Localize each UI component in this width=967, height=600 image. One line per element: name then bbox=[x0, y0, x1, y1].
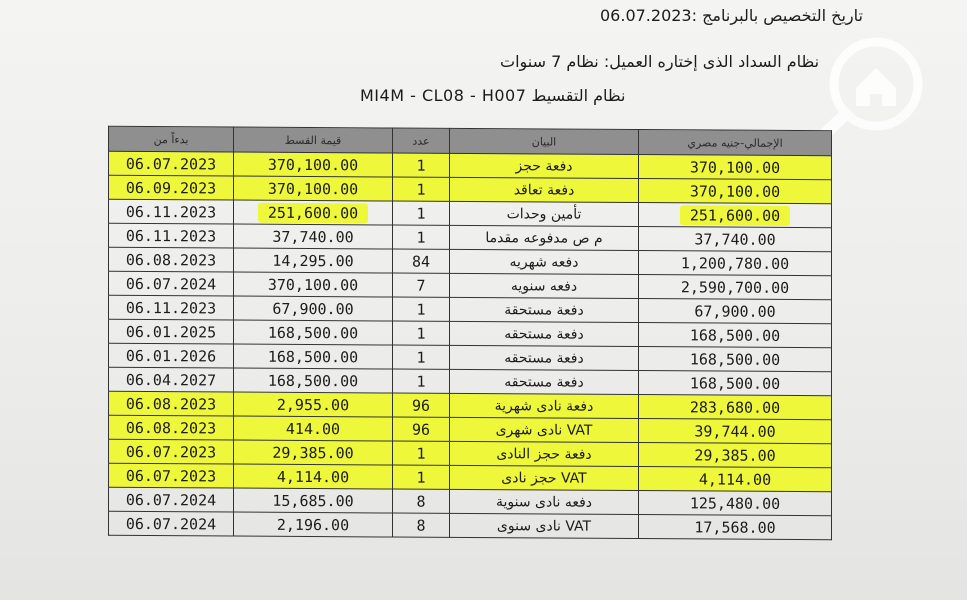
col-header-total: الإجمالي-جنيه مصري bbox=[639, 130, 832, 156]
count-cell: 1 bbox=[393, 201, 450, 225]
description-cell: دفعة مستحقه bbox=[450, 345, 639, 370]
total-egp-cell: 168,500.00 bbox=[639, 323, 832, 348]
total-egp-cell: 67,900.00 bbox=[639, 299, 832, 324]
total-egp-cell: 251,600.00 bbox=[639, 203, 832, 228]
count-cell: 1 bbox=[393, 297, 450, 321]
start-date-cell: 06.08.2023 bbox=[109, 247, 234, 272]
description-cell: VAT نادى سنوى bbox=[450, 513, 639, 538]
total-egp-cell: 2,590,700.00 bbox=[639, 275, 832, 300]
count-cell: 1 bbox=[393, 465, 450, 489]
start-date-cell: 06.01.2026 bbox=[109, 343, 234, 368]
count-cell: 1 bbox=[393, 369, 450, 393]
count-cell: 96 bbox=[393, 417, 450, 441]
total-egp-cell: 1,200,780.00 bbox=[639, 251, 832, 276]
count-cell: 8 bbox=[393, 513, 450, 537]
start-date-cell: 06.08.2023 bbox=[109, 415, 234, 440]
start-date-cell: 06.07.2023 bbox=[109, 463, 234, 488]
installment-value-cell: 414.00 bbox=[234, 416, 393, 441]
installment-value-cell: 168,500.00 bbox=[234, 368, 393, 393]
total-egp-cell: 39,744.00 bbox=[639, 419, 832, 444]
description-cell: دفعة تعاقد bbox=[450, 177, 639, 202]
count-cell: 8 bbox=[393, 489, 450, 513]
count-cell: 84 bbox=[393, 249, 450, 273]
count-cell: 1 bbox=[393, 225, 450, 249]
start-date-cell: 06.07.2024 bbox=[109, 487, 234, 512]
start-date-cell: 06.11.2023 bbox=[109, 223, 234, 248]
total-egp-cell: 168,500.00 bbox=[639, 347, 832, 372]
description-cell: VAT حجز نادى bbox=[450, 465, 639, 490]
total-egp-cell: 4,114.00 bbox=[639, 467, 832, 492]
start-date-cell: 06.11.2023 bbox=[109, 295, 234, 320]
installment-value-cell: 37,740.00 bbox=[234, 224, 393, 249]
table-row bbox=[109, 511, 832, 539]
installment-value-cell: 370,100.00 bbox=[234, 272, 393, 297]
installment-value-cell: 15,685.00 bbox=[234, 488, 393, 513]
col-header-count: عدد bbox=[393, 128, 450, 153]
description-cell: دفعة حجز النادى bbox=[450, 441, 639, 466]
start-date-cell: 06.09.2023 bbox=[109, 175, 234, 200]
installment-value-cell: 14,295.00 bbox=[234, 248, 393, 273]
start-date-cell: 06.07.2024 bbox=[109, 511, 234, 536]
count-cell: 1 bbox=[393, 441, 450, 465]
count-cell: 1 bbox=[393, 177, 450, 201]
description-cell: دفعة حجز bbox=[450, 153, 639, 178]
description-cell: دفعة نادى شهرية bbox=[450, 393, 639, 418]
total-egp-cell: 29,385.00 bbox=[639, 443, 832, 468]
start-date-cell: 06.01.2025 bbox=[109, 319, 234, 344]
installment-value-cell: 370,100.00 bbox=[234, 152, 393, 177]
col-header-description: البيان bbox=[450, 128, 639, 154]
col-header-installment: قيمة القسط bbox=[234, 127, 393, 153]
start-date-cell: 06.08.2023 bbox=[109, 391, 234, 416]
start-date-cell: 06.07.2023 bbox=[109, 439, 234, 464]
total-egp-cell: 168,500.00 bbox=[639, 371, 832, 396]
installment-value-cell: 168,500.00 bbox=[234, 344, 393, 369]
installment-value-cell: 4,114.00 bbox=[234, 464, 393, 489]
description-cell: دفعه سنويه bbox=[450, 273, 639, 298]
total-egp-cell: 283,680.00 bbox=[639, 395, 832, 420]
description-cell: دفعة مستحقه bbox=[450, 321, 639, 346]
installment-value-cell: 168,500.00 bbox=[234, 320, 393, 345]
count-cell: 96 bbox=[393, 393, 450, 417]
allocation-date-line: تاريخ التخصيص بالبرنامج :06.07.2023 bbox=[600, 6, 863, 25]
count-cell: 7 bbox=[393, 273, 450, 297]
col-header-start: بدءاً من bbox=[109, 126, 234, 152]
payment-schedule-table bbox=[108, 126, 832, 540]
installment-value-cell: 2,955.00 bbox=[234, 392, 393, 417]
description-cell: تأمين وحدات bbox=[450, 201, 639, 226]
description-cell: VAT نادى شهرى bbox=[450, 417, 639, 442]
start-date-cell: 06.07.2023 bbox=[109, 151, 234, 176]
payment-system-line: نظام السداد الذى إختاره العميل: نظام 7 سنوات bbox=[500, 52, 820, 71]
installment-system-line: نظام التقسيط MI4M - CL08 - H007 bbox=[360, 86, 626, 105]
total-egp-cell: 125,480.00 bbox=[639, 491, 832, 516]
count-cell: 1 bbox=[393, 321, 450, 345]
total-egp-cell: 37,740.00 bbox=[639, 227, 832, 252]
description-cell: دفعه نادى سنوية bbox=[450, 489, 639, 514]
total-egp-cell: 370,100.00 bbox=[639, 179, 832, 204]
total-egp-cell: 17,568.00 bbox=[639, 515, 832, 540]
count-cell: 1 bbox=[393, 153, 450, 177]
count-cell: 1 bbox=[393, 345, 450, 369]
total-egp-cell: 370,100.00 bbox=[639, 155, 832, 180]
description-cell: دفعه شهريه bbox=[450, 249, 639, 274]
start-date-cell: 06.07.2024 bbox=[109, 271, 234, 296]
start-date-cell: 06.11.2023 bbox=[109, 199, 234, 224]
installment-value-cell: 67,900.00 bbox=[234, 296, 393, 321]
installment-value-cell: 29,385.00 bbox=[234, 440, 393, 465]
installment-value-cell: 2,196.00 bbox=[234, 512, 393, 537]
installment-value-cell: 370,100.00 bbox=[234, 176, 393, 201]
description-cell: دفعة مستحقه bbox=[450, 369, 639, 394]
start-date-cell: 06.04.2027 bbox=[109, 367, 234, 392]
description-cell: دفعة مستحقة bbox=[450, 297, 639, 322]
installment-value-cell: 251,600.00 bbox=[234, 200, 393, 225]
description-cell: م ص مدفوعه مقدما bbox=[450, 225, 639, 250]
